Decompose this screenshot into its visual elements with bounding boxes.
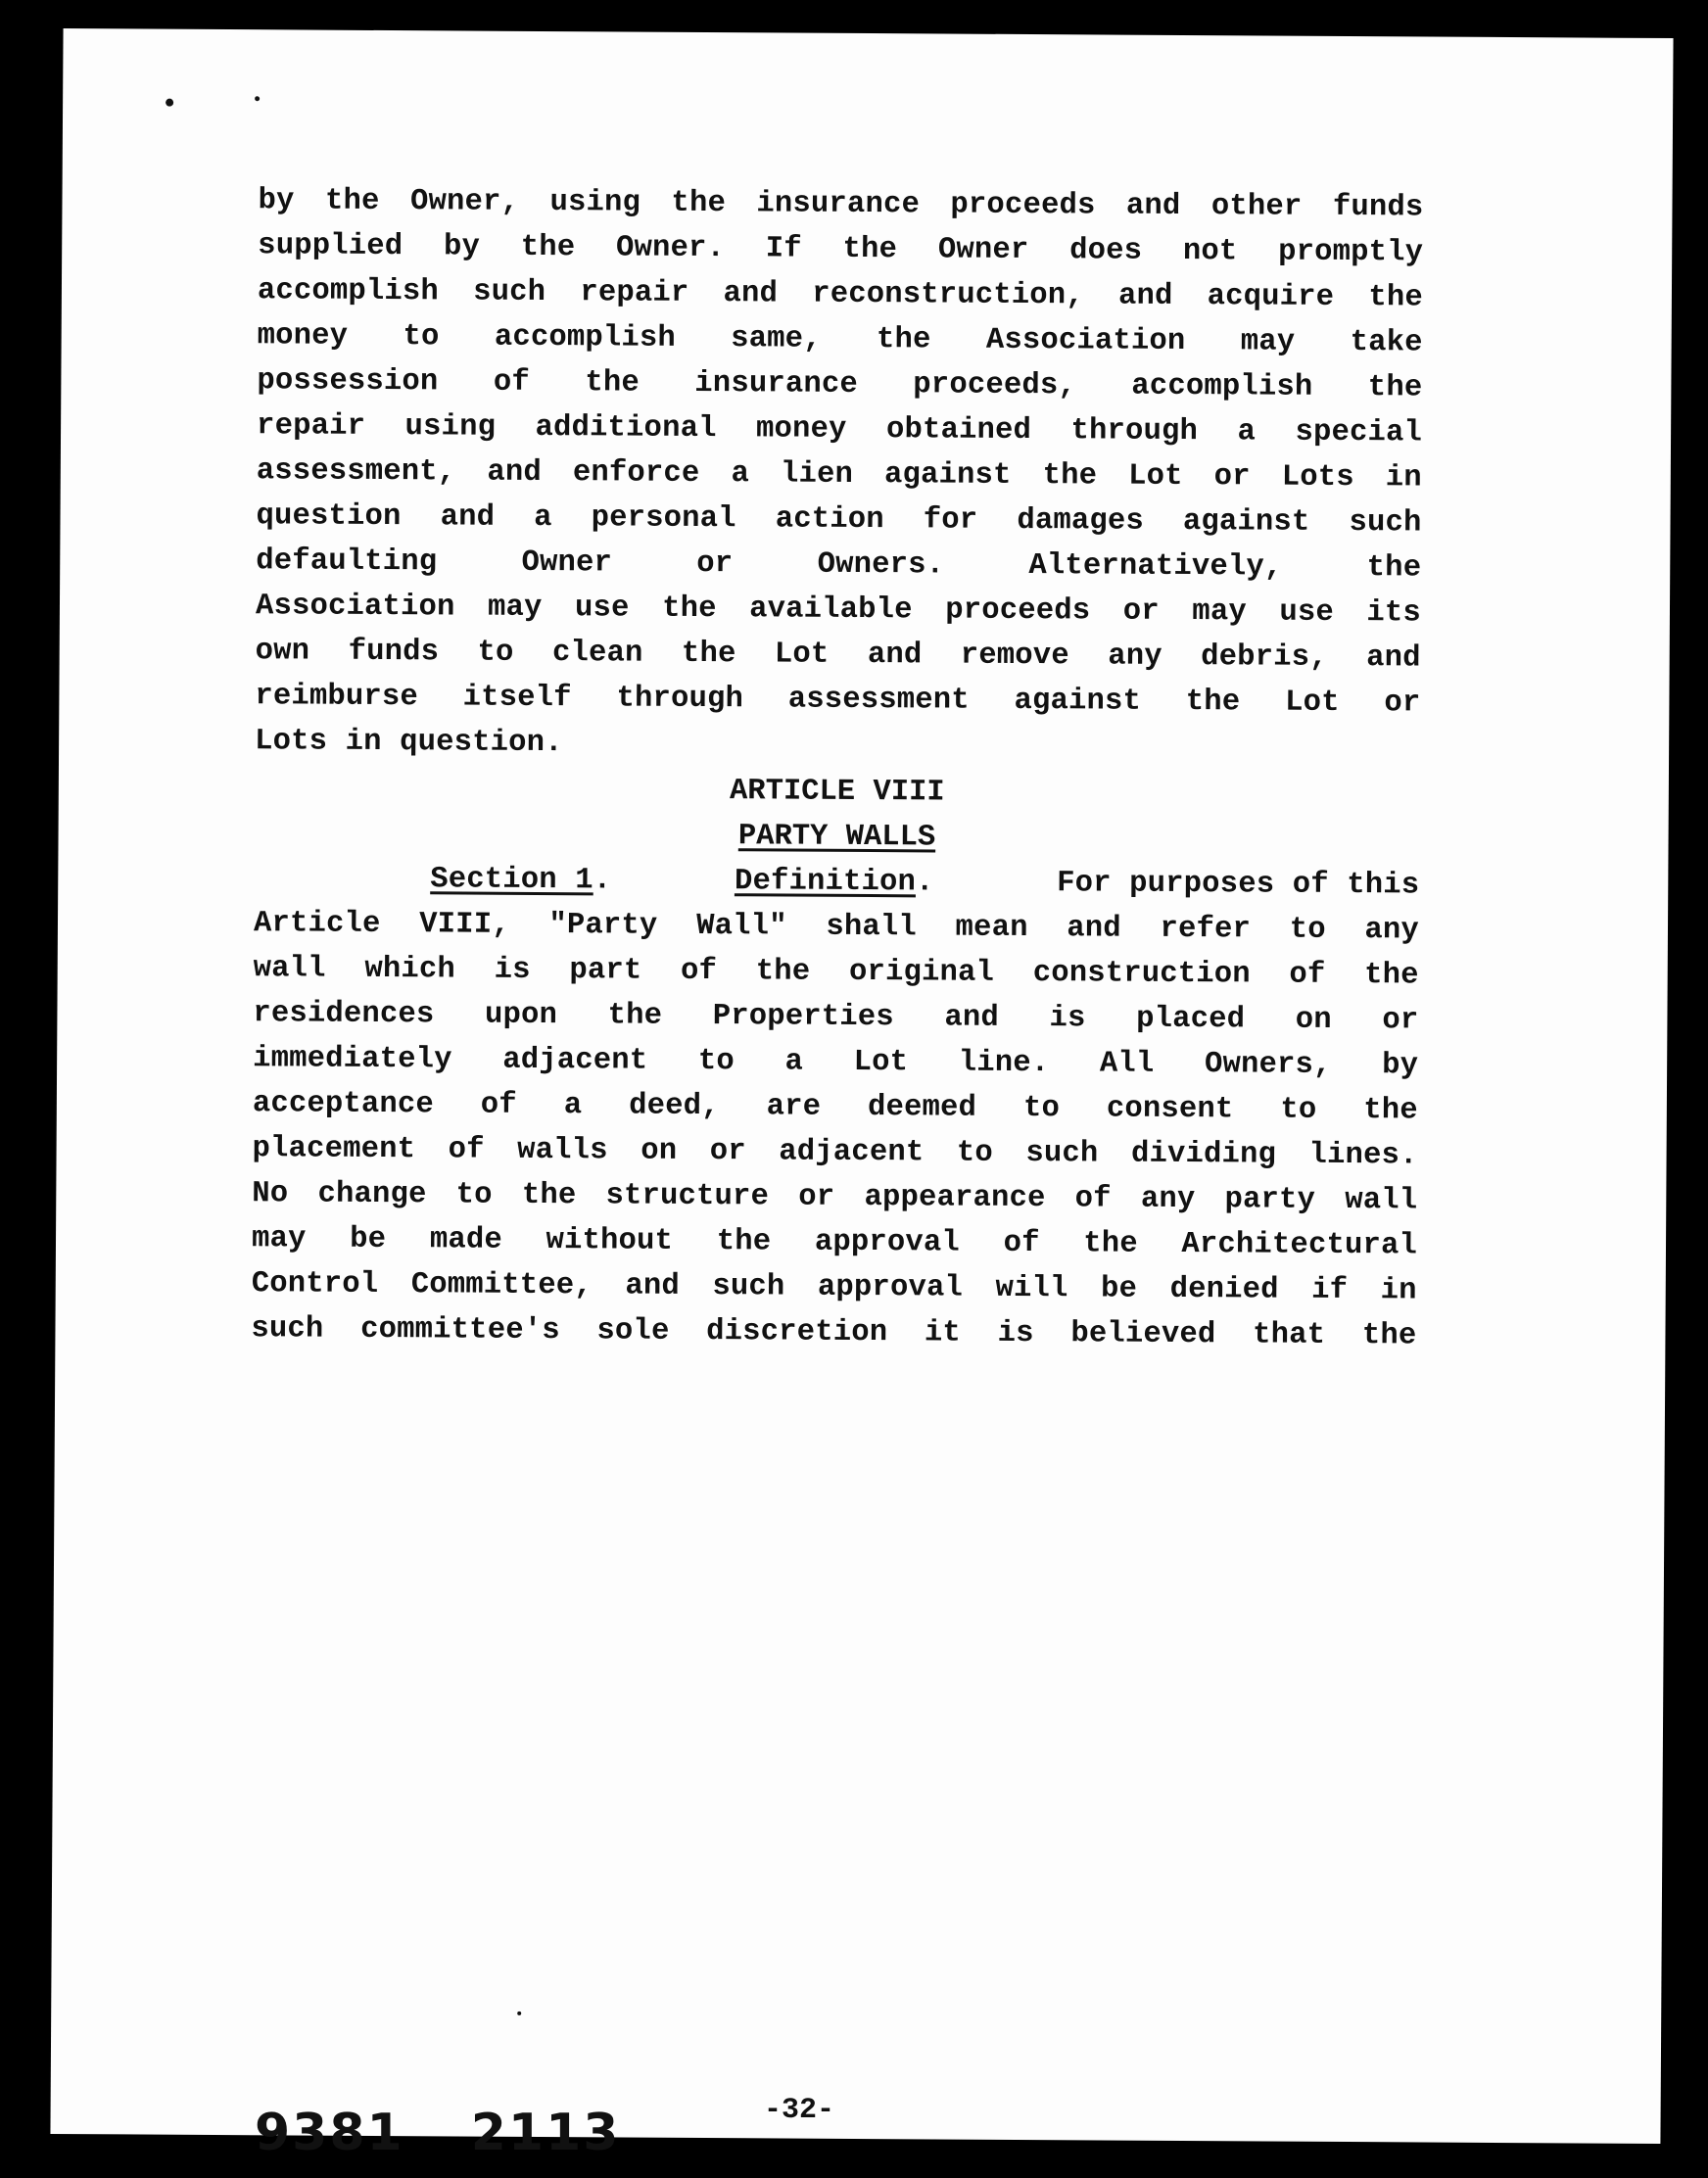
text-line: accomplish such repair and reconstruction, and acquire the [257, 274, 1424, 315]
text-line: Article VIII, "Party Wall" shall mean and refer to any [253, 907, 1420, 948]
text-line: supplied by the Owner. If the Owner does not promptly [258, 229, 1424, 270]
text-line: reimburse itself through assessment against the Lot or [255, 680, 1421, 721]
text-line: Lots in question. [255, 725, 563, 761]
text-line: defaulting Owner or Owners. Alternatively, the [256, 544, 1422, 586]
section-label: Section 1 [430, 863, 593, 898]
page-number: -32- [764, 2094, 835, 2127]
text-line: acceptance of a deed, are deemed to consent to the [252, 1087, 1418, 1128]
recording-stamp [255, 2104, 620, 2162]
text-line: repair using additional money obtained through a special [257, 409, 1423, 450]
section-title: Definition [734, 865, 917, 900]
text-line: No change to the structure or appearance of any party wall [252, 1177, 1418, 1218]
text-line: money to accomplish same, the Association may take [257, 319, 1423, 360]
section-label-group [430, 865, 611, 896]
text-line: Association may use the available proceeds or may use its [255, 590, 1422, 631]
text-line: Control Committee, and such approval will be denied if in [251, 1267, 1417, 1308]
text-line: residences upon the Properties and is placed on or [253, 997, 1419, 1038]
text-line: may be made without the approval of the Architectural [251, 1222, 1418, 1263]
text-line: assessment, and enforce a lien against the Lot or Lots in [256, 454, 1422, 496]
article-title-wrap [254, 819, 1419, 856]
text-line: possession of the insurance proceeds, accomplish the [257, 364, 1423, 405]
section-first-line [254, 864, 1419, 901]
text-line: wall which is part of the original construction of the [253, 952, 1419, 993]
section-first-line-text: For purposes of this [1057, 867, 1420, 903]
text-line: question and a personal action for damages against such [256, 499, 1422, 541]
text-line: such committee's sole discretion it is believed that the [251, 1312, 1417, 1353]
text-line: own funds to clean the Lot and remove any debris, and [255, 635, 1421, 676]
scan-speck [166, 99, 173, 107]
text-line: immediately adjacent to a Lot line. All Owners, by [253, 1042, 1419, 1083]
article-title: PARTY WALLS [737, 820, 936, 855]
scan-speck [517, 2012, 521, 2015]
section-title-group [735, 867, 934, 898]
text-line: placement of walls on or adjacent to such dividing lines. [252, 1132, 1418, 1173]
stamp-page-number: 2113 [470, 2104, 621, 2162]
section-title-punct: . [915, 866, 934, 900]
scan-speck [255, 96, 260, 101]
section-label-punct: . [593, 864, 612, 898]
document-page [50, 28, 1673, 2144]
text-line: by the Owner, using the insurance proceeds and other funds [258, 184, 1424, 225]
article-heading: ARTICLE VIII [729, 775, 945, 810]
stamp-book-number: 9381 [255, 2104, 404, 2162]
